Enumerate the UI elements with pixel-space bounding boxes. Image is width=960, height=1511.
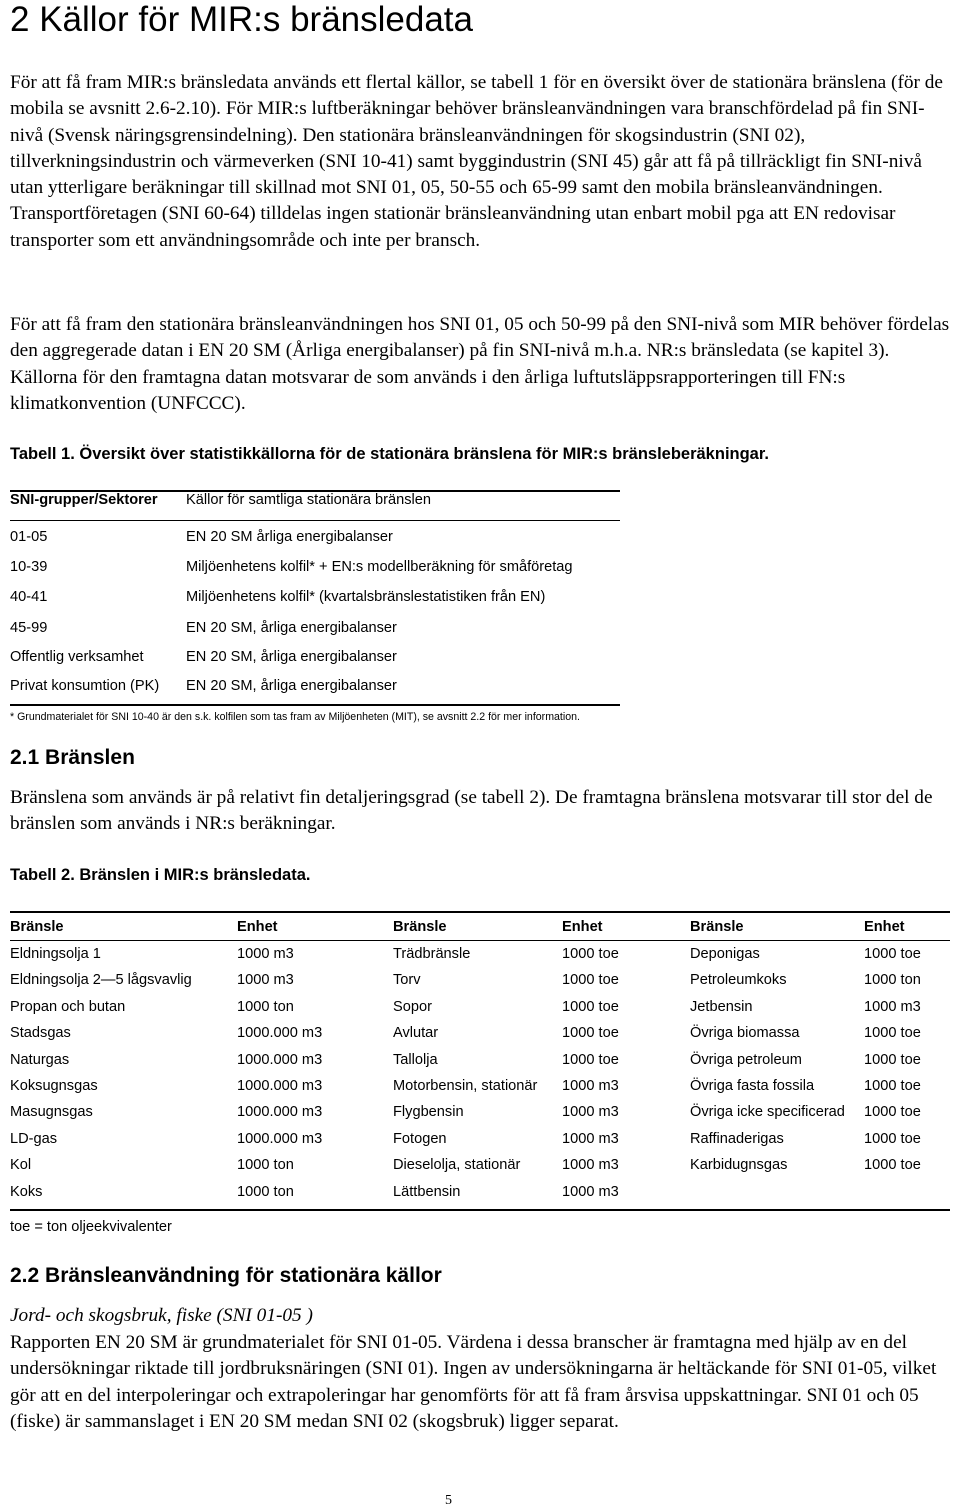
table2-cell: 1000 toe [562,1051,619,1068]
table2-cell: 1000 m3 [237,946,294,962]
table1-cell: EN 20 SM årliga energibalanser [186,529,393,545]
table1-cell: Privat konsumtion (PK) [10,678,160,694]
table2-cell: 1000.000 m3 [237,1130,323,1147]
table2-cell: Deponigas [690,946,760,962]
table2-cell: Tallolja [393,1051,438,1068]
table2-cell: LD-gas [10,1130,58,1147]
table2-header-cell: Enhet [237,919,278,935]
table2-cell: Petroleumkoks [690,972,787,989]
table2-header-cell: Enhet [562,919,603,935]
table2-cell: 1000 toe [562,946,619,962]
table1-cell: Offentlig verksamhet [10,649,144,665]
paragraph-text: Bränslena som används är på relativt fin detaljeringsgrad (se tabell 2). De framtagna bränslena motsvarar till stor del de bränslen som används i NR:s beräkningar. [10,787,933,835]
table2-cell: Eldningsolja 2—5 lågsvavlig [10,972,192,989]
table2-cell: Masugnsgas [10,1104,93,1121]
table2-cell: 1000 toe [864,1025,921,1042]
table2-cell: 1000 m3 [864,998,921,1015]
table2-cell: Övriga fasta fossila [690,1078,815,1094]
table2-cell: 1000 m3 [562,1130,619,1147]
table2-cell: Övriga petroleum [690,1051,802,1068]
table2-bottom-rule [10,1209,950,1211]
table2-cell: 1000.000 m3 [237,1104,323,1121]
table2-cell: 1000 ton [237,1183,294,1200]
table1-cell: 10-39 [10,559,48,575]
section-2-2-heading: 2.2 Bränsleanvändning för stationära källor [10,1264,442,1287]
table2-cell: Flygbensin [393,1104,464,1121]
table2-cell: 1000 toe [562,972,619,989]
table2-cell: Övriga icke specificerad [690,1104,845,1121]
table2-header-cell: Enhet [864,919,905,935]
table2-cell: 1000 ton [237,998,294,1015]
table2-cell: 1000.000 m3 [237,1025,323,1042]
table2-cell: 1000 toe [864,1051,921,1068]
table2-cell: Koksugnsgas [10,1078,98,1094]
table2-cell: 1000.000 m3 [237,1051,323,1068]
table2-footnote: toe = ton oljeekvivalenter [10,1219,172,1235]
table2-header-cell: Bränsle [393,919,447,935]
paragraph-text: För att få fram den stationära bränsleanvändningen hos SNI 01, 05 och 50-99 på den SNI-nivå som MIR behöver fördelas den aggregerade datan i EN 20 SM (Årliga energibalanser) på fin SNI-nivå m.h.a. NR:s bränsledata (se kapitel 3). Källorna för den framtagna datan motsvarar de som används i den årliga luftutsläppsrapporteringen till FN:s klimatkonvention (UNFCCC). [10,314,950,414]
table2-cell: 1000 m3 [562,1157,619,1174]
table2-cell: 1000 toe [562,1025,619,1042]
table2-header-cell: Bränsle [690,919,744,935]
table2-cell: 1000 toe [562,998,619,1015]
table2-cell: Koks [10,1183,43,1200]
table2-cell: 1000.000 m3 [237,1078,323,1094]
table1-bottom-rule [10,704,620,706]
table2-cell: Naturgas [10,1051,70,1068]
table2-cell: 1000 m3 [562,1078,619,1094]
table2-cell: 1000 m3 [562,1183,619,1200]
table2-cell: Dieselolja, stationär [393,1157,521,1174]
table1-caption: Tabell 1. Översikt över statistikkällorna för de stationära bränslena för MIR:s bränsleberäkningar. [10,445,769,463]
table2-cell: 1000 m3 [237,972,294,989]
table2-header-cell: Bränsle [10,919,64,935]
page-heading: 2 Källor för MIR:s bränsledata [10,0,473,39]
table1-cell: 40-41 [10,589,48,605]
table2-cell: Raffinaderigas [690,1130,784,1147]
intro-paragraph-2 [10,312,955,417]
table2-cell: Trädbränsle [393,946,471,962]
table2-cell: 1000 toe [864,946,921,962]
table2-cell: 1000 ton [237,1157,294,1174]
table2-cell: Lättbensin [393,1183,461,1200]
table1-header-col1: SNI-grupper/Sektorer [10,492,158,508]
table2-cell: 1000 toe [864,1130,921,1147]
table2-cell: Torv [393,972,421,989]
intro-paragraph-1 [10,70,955,254]
table1-cell: EN 20 SM, årliga energibalanser [186,620,397,636]
table2-cell: Avlutar [393,1025,439,1042]
section-2-1-heading: 2.1 Bränslen [10,746,135,769]
table2-cell: 1000 toe [864,1078,921,1094]
table2-cell: 1000 toe [864,1104,921,1121]
table2-caption: Tabell 2. Bränslen i MIR:s bränsledata. [10,866,311,884]
table1-cell: EN 20 SM, årliga energibalanser [186,678,397,694]
table1-cell: Miljöenhetens kolfil* (kvartalsbränslestatistiken från EN) [186,589,546,605]
page-number: 5 [445,1493,452,1508]
table2-cell: Sopor [393,998,432,1015]
table2-cell: Karbidugnsgas [690,1157,788,1174]
table1-cell: Miljöenhetens kolfil* + EN:s modellberäkning för småföretag [186,559,573,575]
table2-cell: 1000 toe [864,1157,921,1174]
table2-cell: Jetbensin [690,998,753,1015]
table2-cell: 1000 m3 [562,1104,619,1121]
table2-cell: 1000 ton [864,972,921,989]
table1-cell: 45-99 [10,620,48,636]
table1-footnote: * Grundmaterialet för SNI 10-40 är den s.k. kolfilen som tas fram av Miljöenheten (MIT), se avsnitt 2.2 för mer information. [10,711,580,723]
table1-header-col2: Källor för samtliga stationära bränslen [186,492,431,508]
paragraph-text: Rapporten EN 20 SM är grundmaterialet för SNI 01-05. Värdena i dessa branscher är framtagna med hjälp av en del undersökningar riktade till jordbruksnäringen (SNI 01). Ingen av undersökningarna är heltäckande för SNI 01-05, vilket gör att en del interpoleringar och extrapoleringar har genomförts för att få fram årsvisa uppskattningar. SNI 01 och 05 (fiske) är sammanslaget i EN 20 SM medan SNI 02 (skogsbruk) ligger separat. [10,1332,937,1432]
section-2-1-paragraph [10,785,955,838]
table2-cell: Stadsgas [10,1025,71,1042]
table1-cell: 01-05 [10,529,48,545]
subheading-text: Jord- och skogsbruk, fiske (SNI 01-05 ) [10,1305,313,1326]
table1-cell: EN 20 SM, årliga energibalanser [186,649,397,665]
table2-cell: Eldningsolja 1 [10,946,101,962]
table2-cell: Propan och butan [10,998,126,1015]
table1-header-rule [10,520,620,521]
table2-cell: Fotogen [393,1130,447,1147]
section-2-2-paragraph [10,1330,955,1435]
table2-cell: Övriga biomassa [690,1025,800,1042]
table2-header-rule [10,940,950,941]
table2-cell: Motorbensin, stationär [393,1078,538,1094]
section-2-2-subheading [10,1303,955,1329]
table2-top-rule [10,911,950,913]
paragraph-text: För att få fram MIR:s bränsledata används ett flertal källor, se tabell 1 för en översikt över de stationära bränslena (för de mobila se avsnitt 2.6-2.10). För MIR:s luftberäkningar behöver bränsleanvändningen vara branschfördelad på fin SNI-nivå (Svensk näringsgrensindelning). Den stationära bränsleanvändningen för skogsindustrin (SNI 02), tillverkningsindustrin och värmeverken (SNI 10-41) samt byggindustrin (SNI 45) går att få på tillräckligt fin SNI-nivå utan ytterligare beräkningar till skillnad mot SNI 01, 05, 50-55 och 65-99 samt den mobila bränsleanvändningen. Transportföretagen (SNI 60-64) tilldelas ingen stationär bränsleanvändning utan enbart mobil pga att EN redovisar transporter som ett användningsområde och inte per bransch. [10,72,943,251]
table2-cell: Kol [10,1157,32,1174]
